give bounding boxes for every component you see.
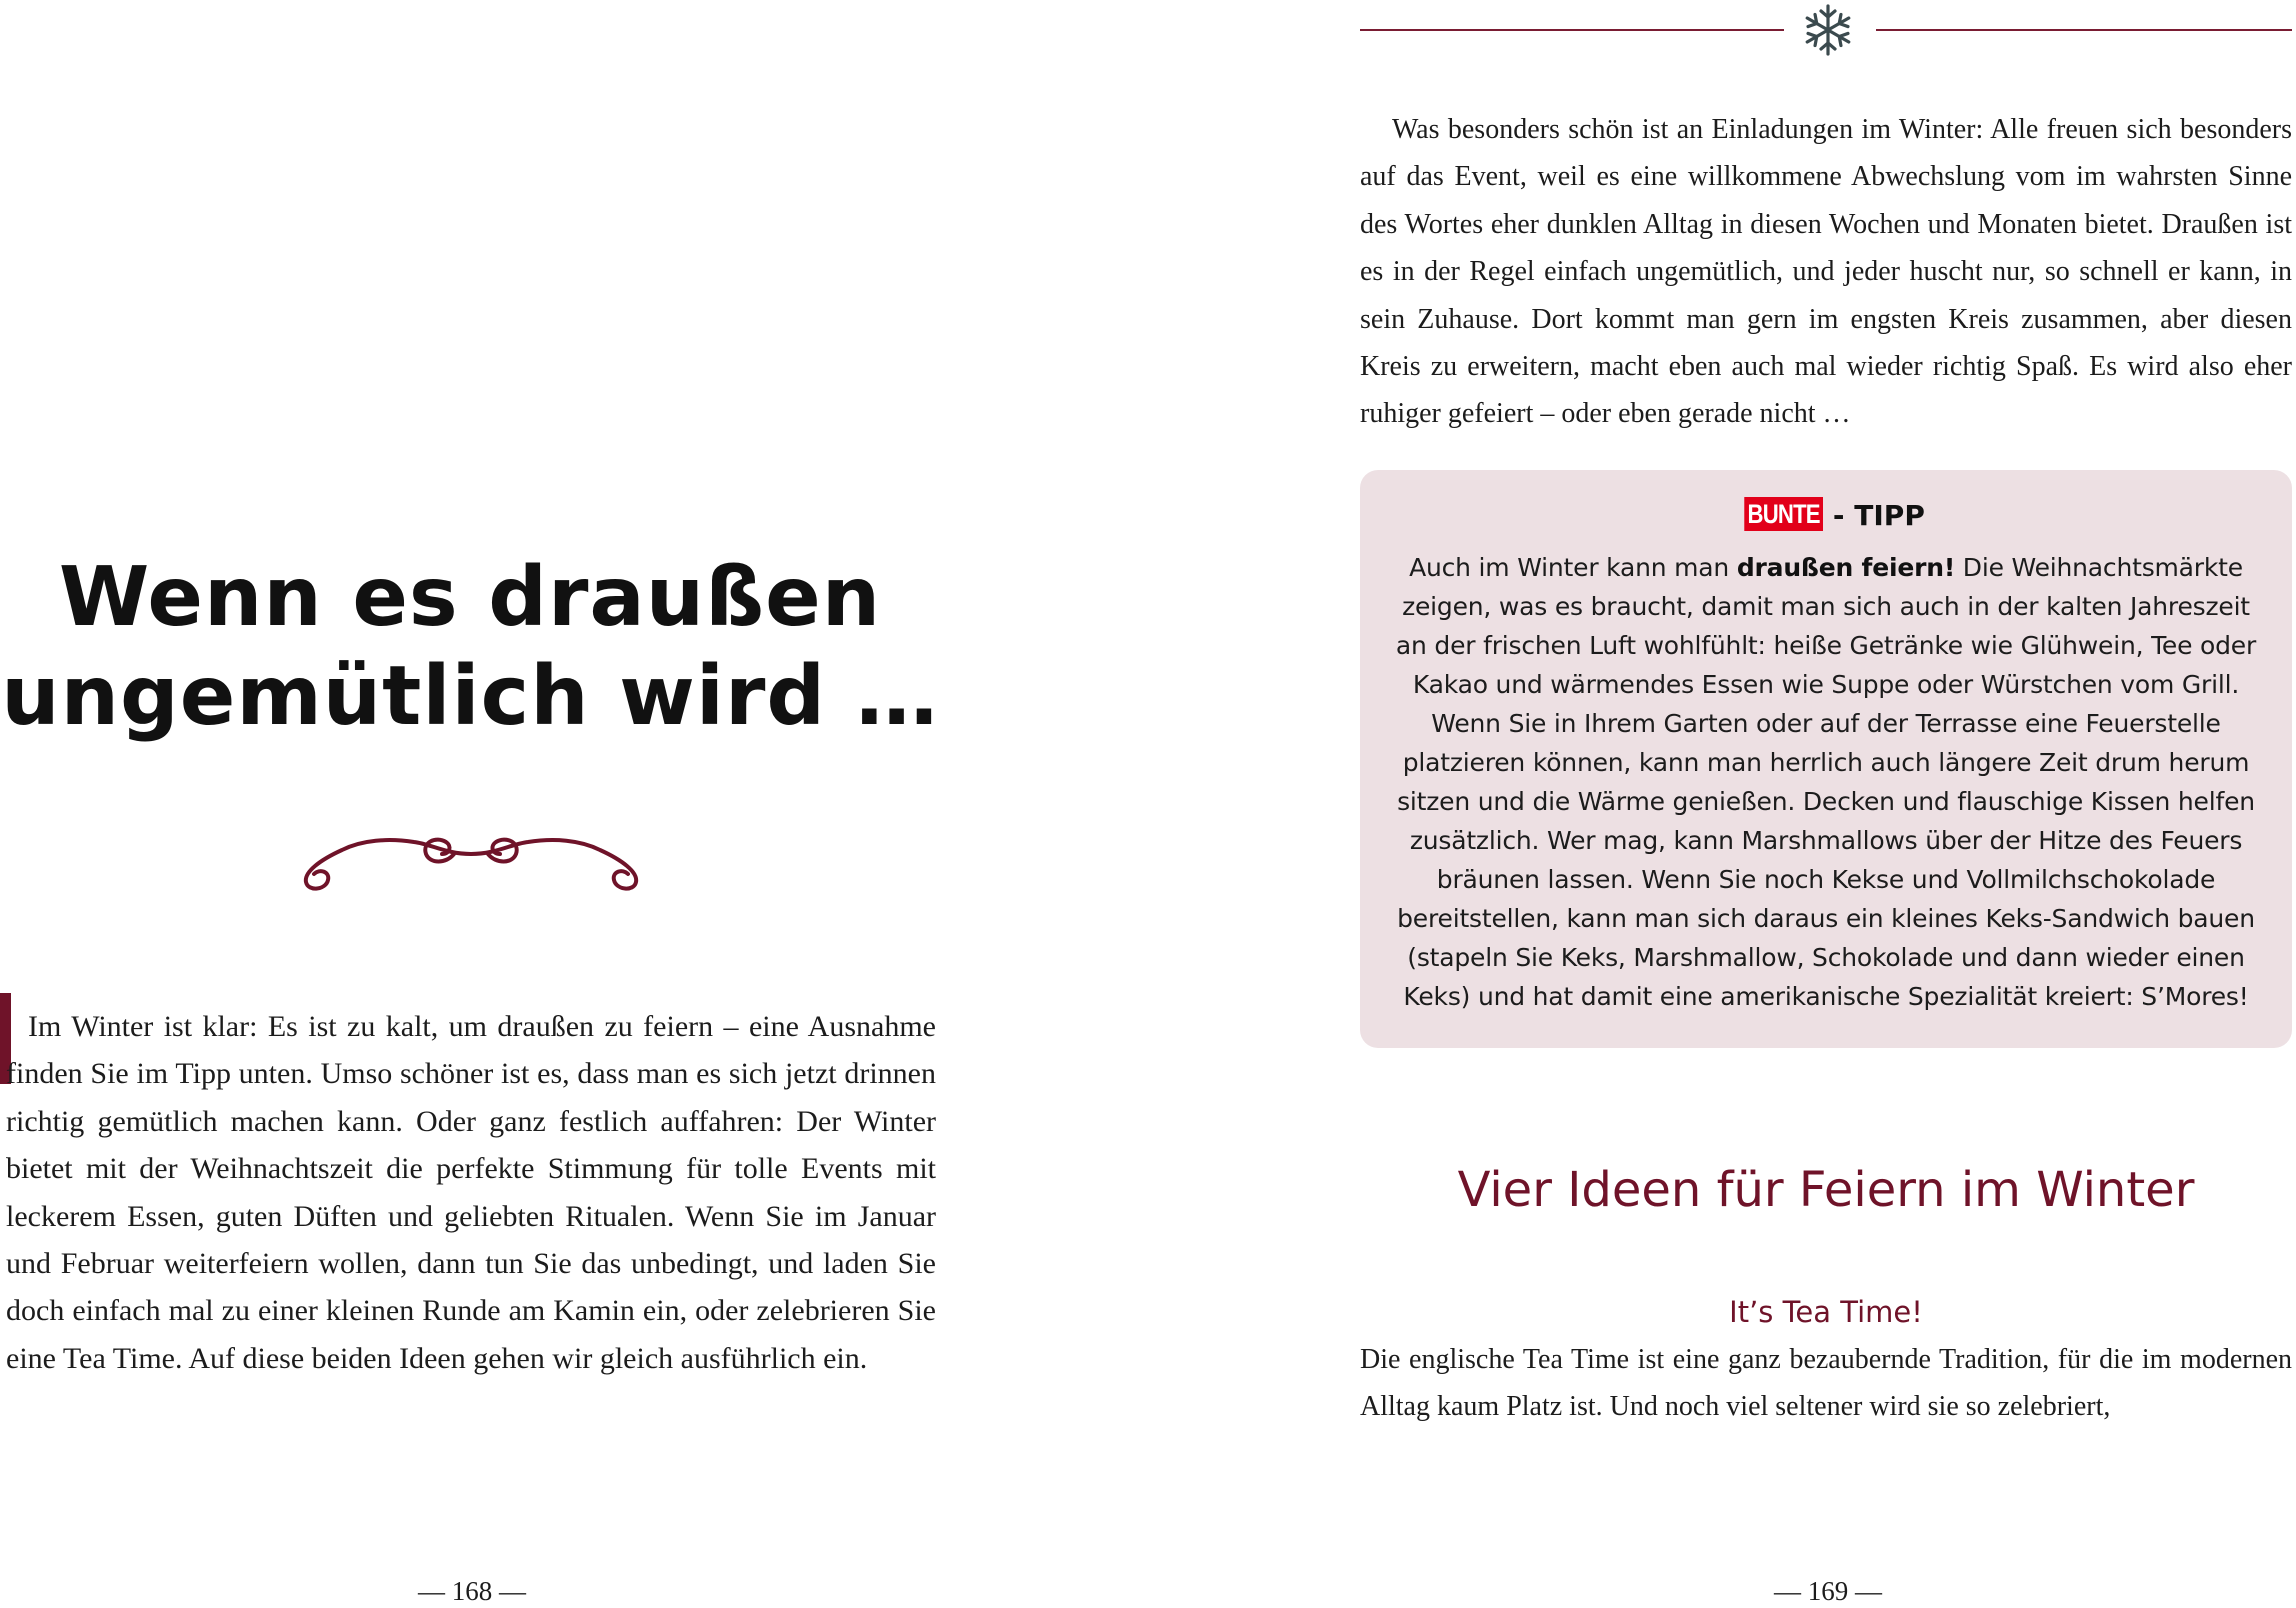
right-page <box>1148 0 2296 1608</box>
tip-text-bold: draußen feiern! <box>1736 553 1956 582</box>
tip-paragraph <box>1388 548 2264 1016</box>
left-paragraph: Im Winter ist klar: Es ist zu kalt, um draußen zu feiern – eine Ausnahme finden Sie im Tipp unten. Umso schöner ist es, dass man es sich jetzt drinnen richtig gemütlich machen kann. Oder ganz festlich auffahren: Der Winter bietet mit der Weihnachtszeit die perfekte Stimmung für tolle Events mit leckerem Essen, guten Düften und geliebten Ritualen. Wenn Sie im Januar und Februar weiterfeiern wollen, dann tun Sie das unbedingt, und laden Sie doch einfach mal zu einer kleinen Runde am Kamin ein, oder zelebrieren Sie eine Tea Time. Auf diese beiden Ideen gehen wir gleich ausführlich ein. <box>6 1010 936 1375</box>
header-ornament <box>1360 2 2292 58</box>
snowflake-icon <box>1800 2 1856 58</box>
tip-text-start: Auch im Winter kann man <box>1409 553 1737 582</box>
page-number-right: — 169 — <box>1774 1576 1882 1606</box>
header-rule-left <box>1360 29 1784 31</box>
right-body-text <box>1360 1336 2292 1431</box>
tip-box <box>1360 470 2292 1048</box>
chapter-title <box>0 548 940 746</box>
chapter-title-line-1: Wenn es draußen <box>58 550 882 645</box>
section-heading: Vier Ideen für Feiern im Winter <box>1457 1162 2195 1218</box>
tip-text-rest: Die Weihnachtsmärkte zeigen, was es braucht, damit man sich auch in der kalten Jahreszeit an der frischen Luft wohlfühlt: heiße Getränke wie Glühwein, Tee oder Kakao und wärmendes Essen wie Suppe oder Würstchen vom Grill. Wenn Sie in Ihrem Garten oder auf der Terrasse eine Feuerstelle platzieren können, kann man herrlich auch längere Zeit drum herum sitzen und die Wärme genießen. Decken und flauschige Kissen helfen zusätzlich. Wer mag, kann Marshmallows über der Hitze des Feuers bräunen lassen. Wenn Sie noch Kekse und Vollmilchschokolade bereitstellen, kann man sich daraus ein kleines Keks-Sandwich bauen (stapeln Sie Keks, Marshmallow, Schokolade und dann wieder einen Keks) und hat damit eine amerikanische Spezialität kreiert: S’Mores! <box>1395 553 2257 1011</box>
header-rule-right <box>1876 29 2292 31</box>
page-number-left: — 168 — <box>418 1576 526 1606</box>
bunte-logo: BUNTE <box>1744 497 1823 531</box>
right-intro-text <box>1360 106 2292 438</box>
tip-heading <box>1360 496 2292 536</box>
chapter-title-line-2: ungemütlich wird … <box>1 649 939 744</box>
intro-paragraph: Was besonders schön ist an Einladungen im Winter: Alle freuen sich besonders auf das Event, weil es eine willkommene Abwechslung vom im wahrsten Sinne des Wortes eher dunklen Alltag in diesen Wochen und Monaten bietet. Draußen ist es in der Regel einfach ungemütlich, und jeder huscht nur, so schnell er kann, in sein Zuhause. Dort kommt man gern im engsten Kreis zusammen, aber diesen Kreis zu erweitern, macht eben auch mal wieder richtig Spaß. Es wird also eher ruhiger gefeiert – oder eben gerade nicht … <box>1360 114 2292 430</box>
flourish-ornament-icon <box>296 828 646 892</box>
left-body-text <box>6 1003 936 1382</box>
sub-heading: It’s Tea Time! <box>1729 1295 1923 1329</box>
tip-label: - TIPP <box>1823 499 1925 532</box>
tip-body <box>1388 548 2264 1016</box>
tea-time-paragraph: Die englische Tea Time ist eine ganz bezaubernde Tradition, für die im modernen Alltag kaum Platz ist. Und noch viel seltener wird sie so zelebriert, <box>1360 1344 2292 1423</box>
